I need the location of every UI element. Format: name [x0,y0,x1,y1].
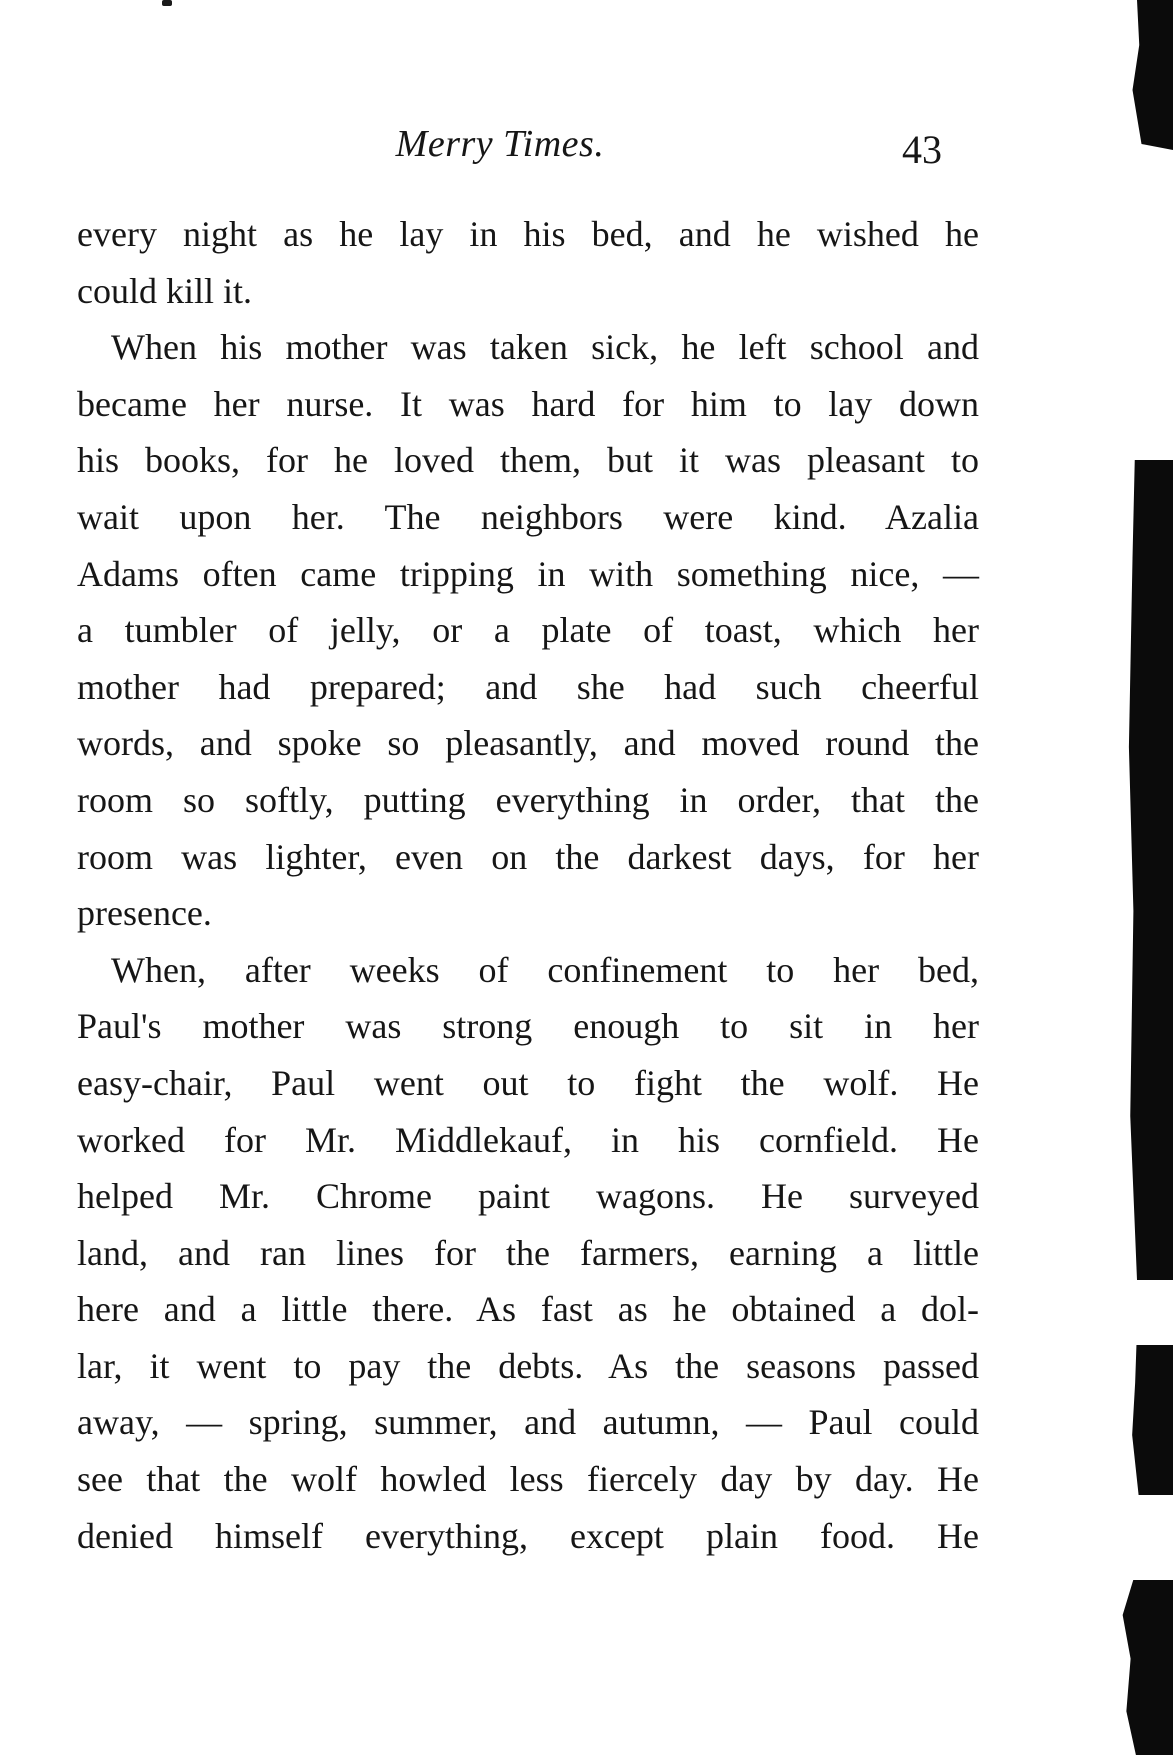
text-line: here and a little there. As fast as he obtained a dol- [77,1289,979,1330]
text-line: a tumbler of jelly, or a plate of toast, which her [77,610,979,651]
text-line: worked for Mr. Middlekauf, in his cornfield. He [77,1119,979,1160]
text-line: away, — spring, summer, and autumn, — Paul could [77,1402,979,1443]
running-header [0,122,1173,182]
text-line: easy-chair, Paul went out to fight the wolf. He [77,1062,979,1103]
running-title: Merry Times. [395,123,605,165]
text-line: helped Mr. Chrome paint wagons. He surveyed [77,1176,979,1217]
text-line: When, after weeks of confinement to her bed, [111,949,979,990]
text-line: presence. [77,893,212,934]
ink-speck [162,0,172,6]
scan-edge-shadow [1130,1345,1173,1495]
text-line: When his mother was taken sick, he left school and [111,327,979,368]
scan-edge-shadow [1128,460,1173,1280]
scan-edge-shadow [1120,1580,1173,1755]
text-line: became her nurse. It was hard for him to lay down [77,383,979,424]
text-line: every night as he lay in his bed, and he wished he [77,214,979,254]
text-line: room so softly, putting everything in order, that the [77,779,979,820]
text-line: land, and ran lines for the farmers, earning a little [77,1232,979,1273]
text-line: could kill it. [77,270,252,311]
paragraph [77,206,979,319]
text-line: lar, it went to pay the debts. As the seasons passed [77,1345,979,1386]
text-line: Adams often came tripping in with something nice, — [77,553,979,594]
page-number: 43 [902,127,942,172]
paragraph [77,319,979,942]
text-line: his books, for he loved them, but it was pleasant to [77,440,979,481]
paragraph [77,942,979,1565]
text-line: see that the wolf howled less fiercely day by day. He [77,1459,979,1500]
text-line: mother had prepared; and she had such cheerful [77,666,979,707]
text-line: wait upon her. The neighbors were kind. Azalia [77,496,979,537]
text-line: room was lighter, even on the darkest days, for her [77,836,979,877]
text-line: denied himself everything, except plain food. He [77,1515,979,1556]
text-line: Paul's mother was strong enough to sit in her [77,1006,979,1047]
text-line: words, and spoke so pleasantly, and moved round the [77,723,979,764]
body-text [77,206,979,1564]
